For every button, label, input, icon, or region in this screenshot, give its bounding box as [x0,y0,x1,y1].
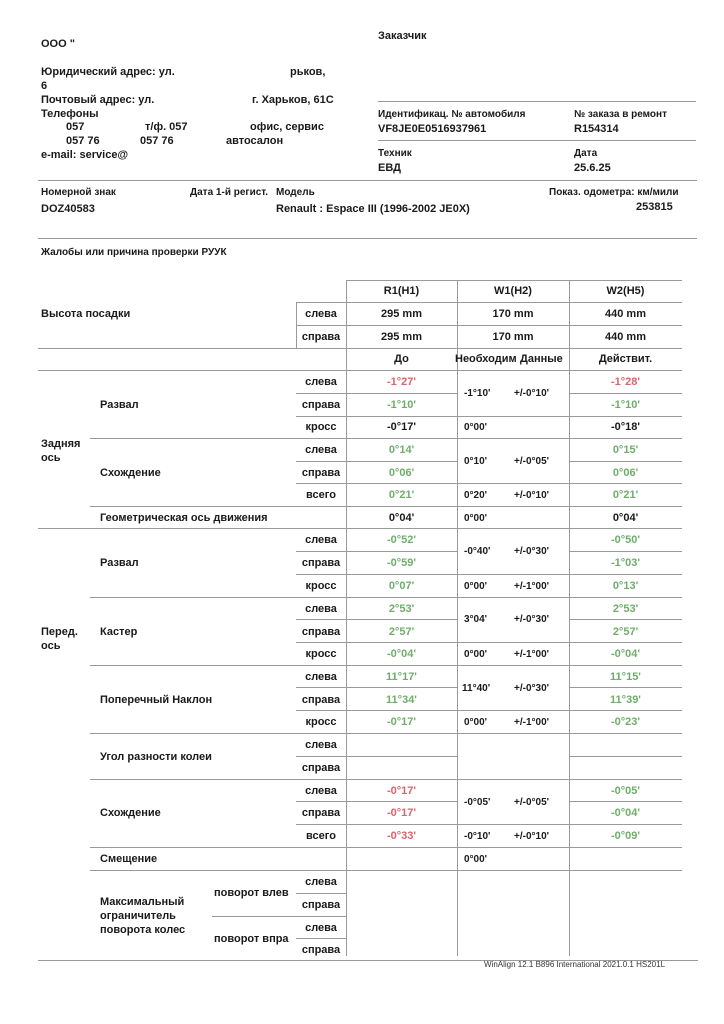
ride-left-w2: 440 mm [605,308,646,320]
front-toe-total-tol: +/-0°10' [514,831,550,842]
side-label-total: всего [306,489,336,501]
ride-height-label: Высота посадки [41,308,131,320]
order-value: R154314 [574,123,619,135]
side-label-total: всего [306,830,336,842]
postal-address-tail: г. Харьков, 61С [252,94,334,106]
side-label-left: слева [305,922,337,934]
software-version: WinAlign 12.1 B896 International 2021.0.1 HS201L [484,960,666,969]
phones-label: Телефоны [41,108,99,120]
thrust-spec: 0°00' [464,513,488,524]
front-camber-actual-left: -0°50' [610,534,641,546]
rear-camber-before-cross: -0°17' [386,421,417,433]
rear-toe-actual-right: 0°06' [612,467,639,479]
rear-camber-actual-left: -1°28' [610,376,641,388]
front-toe-spec: -0°05' [464,797,491,808]
col-header-r1: R1(H1) [383,285,420,297]
front-camber-before-cross: 0°07' [388,580,415,592]
divider [38,180,697,181]
phone-line1-b: т/ф. 057 [145,121,188,133]
odometer-value: 253815 [636,201,673,213]
side-label-left: слева [305,603,337,615]
side-label-right: справа [301,557,341,569]
model-value: Renault : Espace III (1996-2002 JE0X) [276,203,470,215]
front-toe-actual-total: -0°09' [610,830,641,842]
legal-address: Юридический адрес: ул. [41,66,175,78]
front-camber-actual-right: -1°03' [610,557,641,569]
thrust-before: 0°04' [388,512,415,524]
company-name: ООО " [41,38,75,50]
front-camber-actual-cross: 0°13' [612,580,639,592]
rear-camber-before-left: -1°27' [386,376,417,388]
sub-header-data: Данные [520,353,563,365]
front-toe-before-total: -0°33' [386,830,417,842]
turn-right-label: поворот впра [214,933,289,945]
front-caster-before-right: 2°57' [388,626,415,638]
front-sai-actual-cross: -0°23' [610,716,641,728]
side-label-cross: кросс [305,580,337,592]
rear-camber-tol: +/-0°10' [514,388,550,399]
side-label-right: справа [301,807,341,819]
front-camber-cross-spec: 0°00' [464,581,488,592]
sub-header-actual: Действит. [598,353,653,365]
tech-value: ЕВД [378,162,401,174]
ride-right-w1: 170 mm [492,331,534,343]
front-caster-before-cross: -0°04' [386,648,417,660]
customer-label: Заказчик [378,30,427,42]
front-toe-before-left: -0°17' [386,785,417,797]
email: e-mail: service@ [41,149,129,161]
rear-toe-label: Схождение [100,467,161,479]
front-sai-tol: +/-0°30' [514,683,550,694]
front-toe-tol: +/-0°05' [514,797,550,808]
front-toe-actual-left: -0°05' [610,785,641,797]
side-label-right: справа [301,626,341,638]
phone-line1-c: офис, сервис [250,121,324,133]
side-label-right: справа [301,331,341,343]
front-toe-label: Схождение [100,807,161,819]
reg-date-label: Дата 1-й регист. [190,187,269,198]
rear-axle-label: Задняя [41,438,81,450]
ride-right-r1: 295 mm [381,331,422,343]
rear-camber-actual-cross: -0°18' [610,421,641,433]
side-label-right: справа [301,899,341,911]
setback-label: Смещение [100,853,158,865]
date-label: Дата [574,148,598,159]
phone-line1-a: 057 [66,121,85,133]
side-label-left: слева [305,876,337,888]
front-sai-label: Поперечный Наклон [100,694,213,706]
divider [378,140,696,141]
rear-camber-cross-spec: 0°00' [464,422,488,433]
rear-toe-total-tol: +/-0°10' [514,490,550,501]
rear-camber-before-right: -1°10' [386,399,417,411]
front-axle-label-2: ось [41,640,61,652]
front-sai-actual-left: 11°15' [610,671,641,683]
rear-toe-before-right: 0°06' [388,467,415,479]
front-camber-cross-tol: +/-1°00' [514,581,550,592]
front-sai-cross-spec: 0°00' [464,717,488,728]
plate-label: Номерной знак [41,187,116,198]
front-sai-before-cross: -0°17' [386,716,417,728]
front-camber-spec: -0°40' [464,546,491,557]
rear-toe-spec: 0°10' [464,456,488,467]
side-label-left: слева [305,739,337,751]
setback-spec: 0°00' [464,854,488,865]
divider [378,101,696,102]
side-label-right: справа [301,694,341,706]
front-caster-before-left: 2°53' [388,603,415,615]
front-sai-actual-right: 11°39' [610,694,641,706]
side-label-left: слева [305,785,337,797]
max-steer-label-3: поворота колес [100,924,186,936]
side-label-right: справа [301,467,341,479]
model-label: Модель [276,187,315,198]
side-label-left: слева [305,308,337,320]
plate-value: DOZ40583 [41,203,95,215]
side-label-cross: кросс [305,421,337,433]
vin-label: Идентификац. № автомобиля [378,109,526,120]
tech-label: Техник [378,148,412,159]
rear-camber-label: Развал [100,399,139,411]
odometer-label: Показ. одометра: км/мили [549,187,679,198]
rear-toe-before-left: 0°14' [388,444,415,456]
side-label-left: слева [305,444,337,456]
front-toe-total-spec: -0°10' [464,831,491,842]
rear-toe-actual-left: 0°15' [612,444,639,456]
front-camber-before-left: -0°52' [386,534,417,546]
side-label-right: справа [301,944,341,956]
front-caster-actual-left: 2°53' [612,603,639,615]
front-camber-label: Развал [100,557,139,569]
front-camber-before-right: -0°59' [386,557,417,569]
side-label-cross: кросс [305,648,337,660]
side-label-left: слева [305,534,337,546]
front-caster-label: Кастер [100,626,138,638]
side-label-cross: кросс [305,716,337,728]
side-label-left: слева [305,671,337,683]
rear-camber-actual-right: -1°10' [610,399,641,411]
rear-toe-actual-total: 0°21' [612,489,639,501]
front-camber-tol: +/-0°30' [514,546,550,557]
front-sai-before-right: 11°34' [386,694,417,706]
date-value: 25.6.25 [574,162,611,174]
divider [38,238,697,239]
col-header-w1: W1(H2) [494,285,532,297]
rear-toe-total-spec: 0°20' [464,490,488,501]
phone-line2-a: 057 76 [66,135,100,147]
complaints-label: Жалобы или причина проверки РУУК [41,247,227,258]
rear-toe-tol: +/-0°05' [514,456,550,467]
front-toe-before-right: -0°17' [386,807,417,819]
vin-value: VF8JE0E0516937961 [378,123,487,135]
thrust-angle-label: Геометрическая ось движения [100,512,268,524]
front-caster-tol: +/-0°30' [514,614,550,625]
ride-left-r1: 295 mm [381,308,422,320]
side-label-right: справа [301,399,341,411]
rear-toe-before-total: 0°21' [388,489,415,501]
side-label-right: справа [301,762,341,774]
front-caster-actual-right: 2°57' [612,626,639,638]
rear-camber-spec: -1°10' [464,388,491,399]
max-steer-label: Максимальный [100,896,185,908]
thrust-actual: 0°04' [612,512,639,524]
legal-address-line2: 6 [41,80,48,92]
toe-diff-label: Угол разности колеи [100,751,212,763]
legal-address-tail: рьков, [290,66,326,78]
ride-left-w1: 170 mm [492,308,534,320]
front-sai-spec: 11°40' [462,683,491,694]
front-caster-actual-cross: -0°04' [610,648,641,660]
ride-right-w2: 440 mm [605,331,646,343]
front-caster-cross-spec: 0°00' [464,649,488,660]
turn-left-label: поворот влев [214,887,289,899]
phone-line2-b: 057 76 [140,135,174,147]
postal-address: Почтовый адрес: ул. [41,94,155,106]
col-header-w2: W2(H5) [606,285,645,297]
rear-axle-label-2: ось [41,452,61,464]
max-steer-label-2: ограничитель [100,910,176,922]
front-sai-before-left: 11°17' [386,671,417,683]
front-caster-cross-tol: +/-1°00' [514,649,550,660]
front-sai-cross-tol: +/-1°00' [514,717,550,728]
side-label-left: слева [305,376,337,388]
order-label: № заказа в ремонт [574,109,667,120]
front-axle-label: Перед. [41,626,78,638]
sub-header-spec: Необходим [455,353,517,365]
sub-header-before: До [394,353,409,365]
phone-line2-c: автосалон [226,135,284,147]
front-caster-spec: 3°04' [464,614,488,625]
front-toe-actual-right: -0°04' [610,807,641,819]
